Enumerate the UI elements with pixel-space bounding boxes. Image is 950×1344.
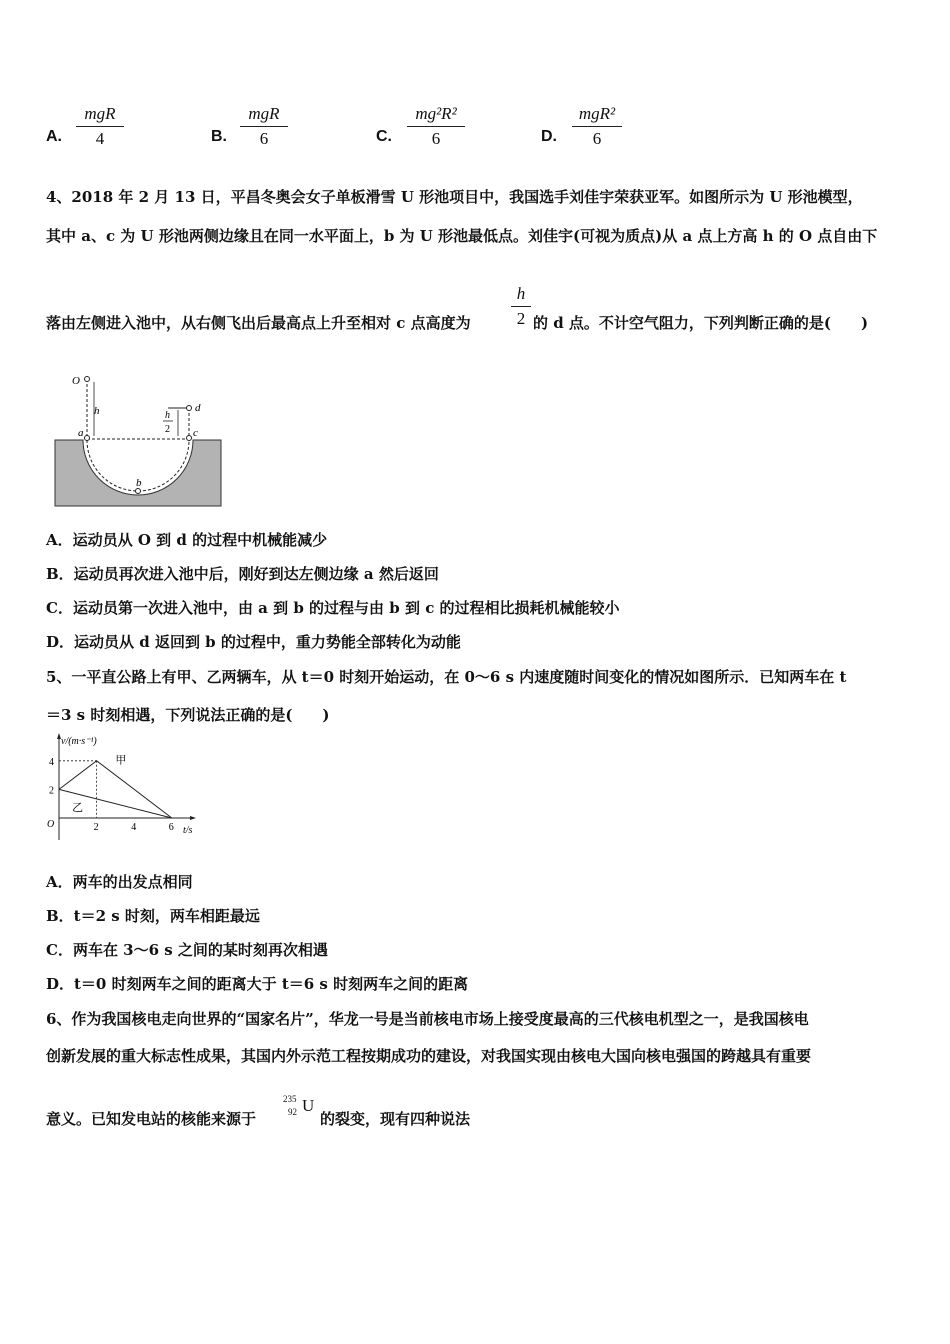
label-a: a — [78, 427, 84, 439]
series-label-jia: 甲 — [115, 753, 127, 767]
x-tick-label-2: 2 — [93, 822, 99, 833]
q3-option-b-label: B. — [211, 128, 227, 145]
label-d: d — [195, 402, 201, 414]
label-c: c — [193, 427, 198, 439]
x-tick-label-6: 6 — [168, 822, 174, 833]
origin-label: O — [47, 819, 55, 830]
u-pool-diagram — [50, 370, 230, 510]
q4-option-b: B．运动员再次进入池中后，刚好到达左侧边缘 a 然后返回 — [46, 565, 439, 583]
x-axis-label: t/s — [183, 825, 193, 836]
q6-stem-line2: 创新发展的重大标志性成果，其国内外示范工程按期成功的建设，对我国实现由核电大国向核电强国的跨越具有重要 — [46, 1047, 812, 1065]
q3-option-a-label: A. — [46, 128, 62, 145]
u-pool-body — [55, 440, 221, 506]
q5-option-b: B．t＝2 s 时刻，两车相距最远 — [46, 907, 260, 925]
q5-stem-line1: 5、一平直公路上有甲、乙两辆车，从 t＝0 时刻开始运动，在 0～6 s 内速度随时间变化的情况如图所示．已知两车在 t — [46, 668, 847, 686]
q5-stem-line2: ＝3 s 时刻相遇，下列说法正确的是( ) — [46, 706, 330, 724]
q4-option-d: D．运动员从 d 返回到 b 的过程中，重力势能全部转化为动能 — [46, 633, 461, 651]
q5-option-a: A．两车的出发点相同 — [46, 873, 193, 891]
q5-option-d: D．t＝0 时刻两车之间的距离大于 t＝6 s 时刻两车之间的距离 — [46, 975, 469, 993]
label-h-half-num: h — [165, 410, 170, 421]
label-o: O — [72, 375, 80, 387]
y-tick-label-2: 2 — [49, 785, 54, 797]
point-b — [136, 489, 141, 494]
q5-option-c: C．两车在 3～6 s 之间的某时刻再次相遇 — [46, 941, 328, 959]
isotope-mass-number: 235 — [283, 1094, 297, 1104]
point-o — [85, 377, 90, 382]
point-a — [85, 436, 90, 441]
q3-option-a-fraction: mgR 4 — [76, 104, 124, 149]
velocity-time-chart — [40, 730, 210, 850]
series-label-yi: 乙 — [72, 800, 84, 814]
uranium-isotope — [283, 1094, 319, 1124]
q6-stem-line3a: 意义。已知发电站的核能来源于 — [46, 1110, 257, 1128]
q4-h-half-fraction: h 2 — [511, 284, 531, 329]
q6-stem-line3b: 的裂变，现有四种说法 — [320, 1110, 471, 1128]
label-h-half-den: 2 — [165, 424, 170, 435]
q4-option-c: C．运动员第一次进入池中，由 a 到 b 的过程与由 b 到 c 的过程相比损耗机械能较小 — [46, 599, 620, 617]
y-tick-label-4: 4 — [49, 756, 54, 768]
isotope-atomic-number: 92 — [288, 1107, 297, 1117]
q4-stem-line3a: 落由左侧进入池中，从右侧飞出后最高点上升至相对 c 点高度为 — [46, 314, 471, 332]
q4-option-a: A．运动员从 O 到 d 的过程中机械能减少 — [46, 531, 328, 549]
q4-stem-line2: 其中 a、c 为 U 形池两侧边缘且在同一水平面上，b 为 U 形池最低点。刘佳宇(可视为质点)从 a 点上方高 h 的 O 点自由下 — [46, 227, 878, 245]
point-c — [187, 436, 192, 441]
q3-option-d-fraction: mgR² 6 — [572, 104, 622, 149]
q3-option-b-fraction: mgR 6 — [240, 104, 288, 149]
x-tick-label-4: 4 — [131, 822, 137, 833]
x-axis-arrow — [190, 816, 196, 820]
point-d — [187, 406, 192, 411]
label-h: h — [94, 405, 100, 417]
label-b: b — [136, 477, 142, 489]
q4-stem-line1: 4、2018 年 2 月 13 日，平昌冬奥会女子单板滑雪 U 形池项目中，我国选手刘佳宇荣获亚军。如图所示为 U 形池模型， — [46, 188, 863, 206]
q3-option-c-fraction: mg²R² 6 — [407, 104, 465, 149]
q6-stem-line1: 6、作为我国核电走向世界的“国家名片”，华龙一号是当前核电市场上接受度最高的三代核电机型之一，是我国核电 — [46, 1010, 809, 1028]
q3-option-c-label: C. — [376, 128, 392, 145]
y-axis-label: v/(m·s⁻¹) — [61, 736, 97, 747]
q3-option-d-label: D. — [541, 128, 557, 145]
isotope-symbol: U — [302, 1096, 315, 1115]
q4-stem-line3b: 的 d 点。不计空气阻力，下列判断正确的是( ) — [533, 314, 869, 332]
